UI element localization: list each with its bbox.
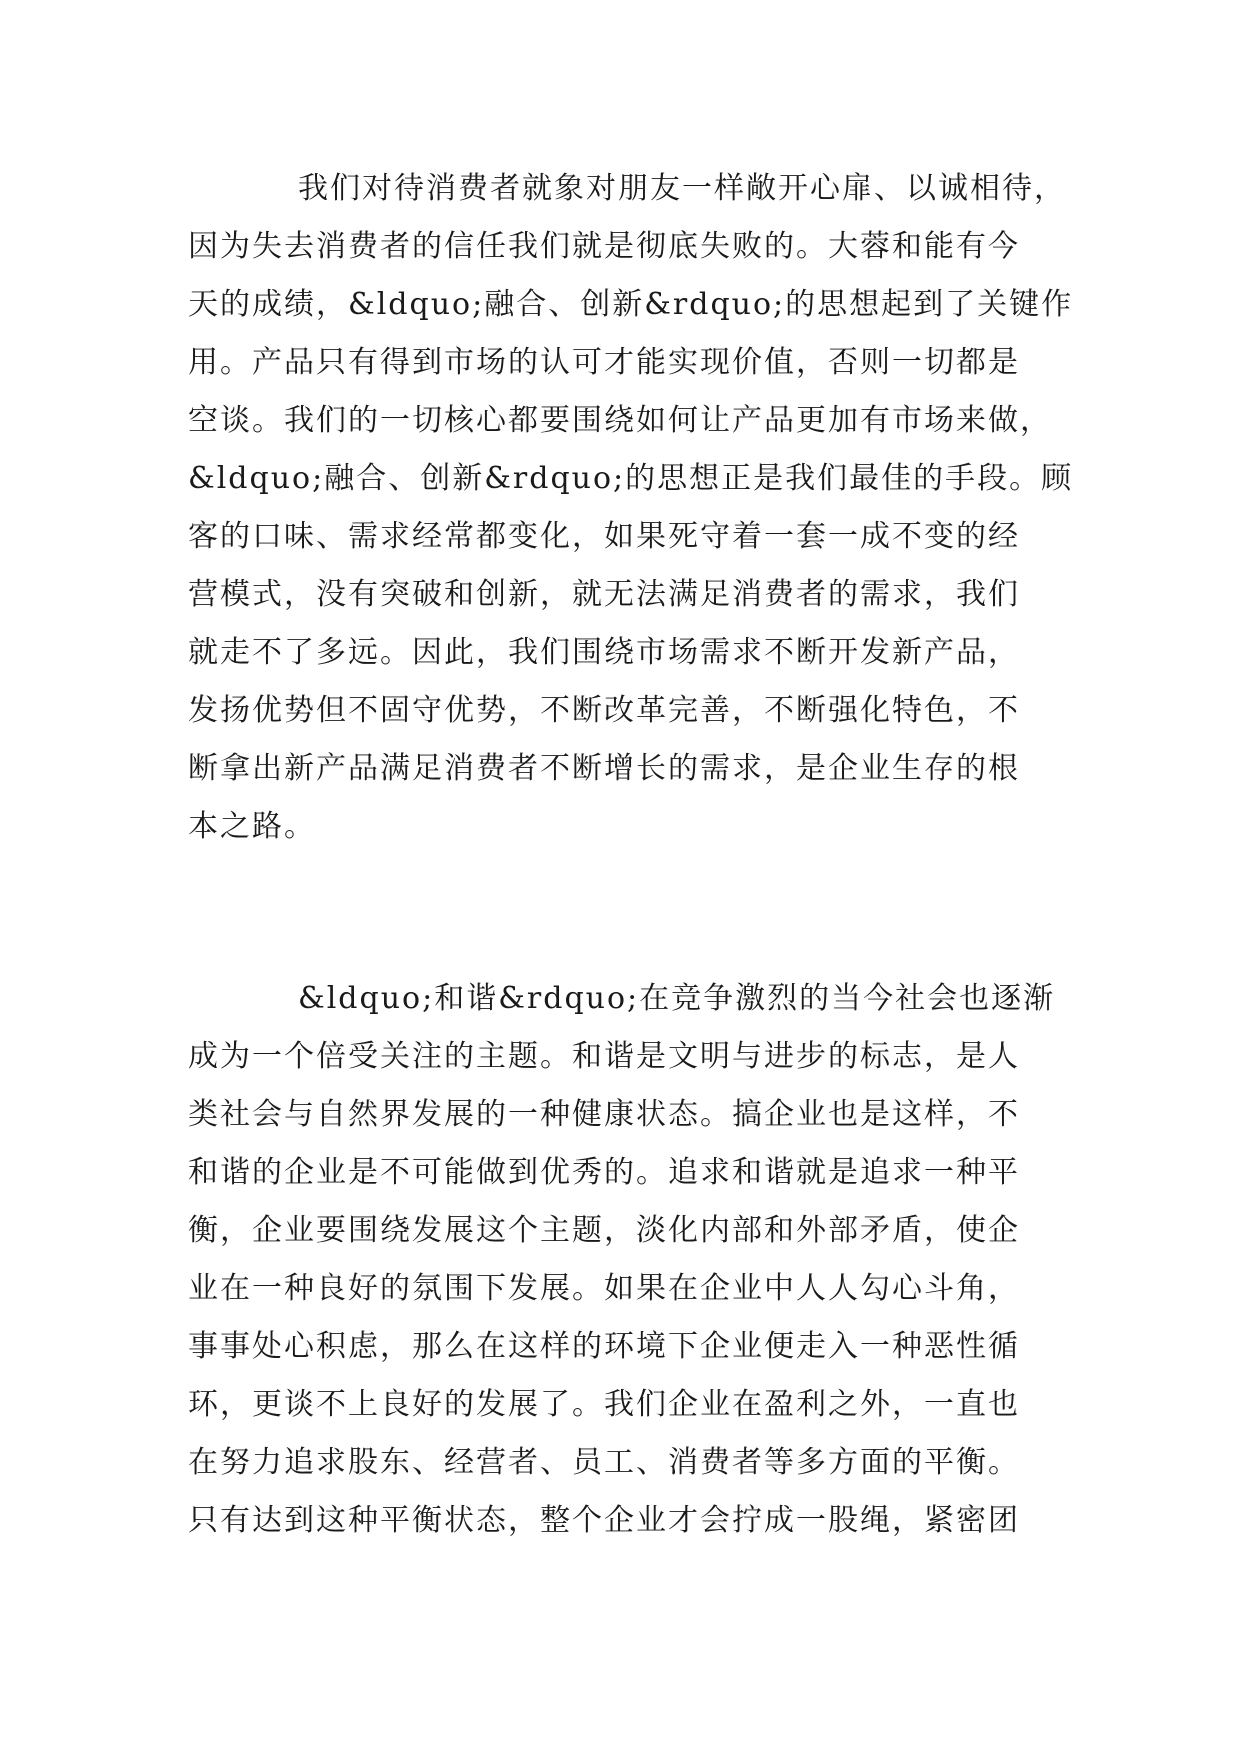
text-line: 和谐的企业是不可能做到优秀的。追求和谐就是追求一种平: [188, 1155, 1020, 1190]
text-line: &ldquo;融合、创新&rdquo;的思想正是我们最佳的手段。顾: [188, 461, 1074, 496]
text-line: 我们对待消费者就象对朋友一样敞开心扉、以诚相待，: [298, 171, 1066, 206]
text-line: &ldquo;和谐&rdquo;在竞争激烈的当今社会也逐渐: [298, 981, 1056, 1016]
text-line: 用。产品只有得到市场的认可才能实现价值，否则一切都是: [188, 345, 1020, 380]
paragraph-2: [188, 970, 1068, 1550]
text-line: 类社会与自然界发展的一种健康状态。搞企业也是这样，不: [188, 1097, 1020, 1132]
text-line: 断拿出新产品满足消费者不断增长的需求，是企业生存的根: [188, 751, 1020, 786]
text-line: 就走不了多远。因此，我们围绕市场需求不断开发新产品，: [188, 635, 1020, 670]
text-line: 天的成绩，&ldquo;融合、创新&rdquo;的思想起到了关键作: [188, 287, 1074, 322]
text-line: 环，更谈不上良好的发展了。我们企业在盈利之外，一直也: [188, 1387, 1020, 1422]
text-line: 因为失去消费者的信任我们就是彻底失败的。大蓉和能有今: [188, 229, 1020, 264]
text-line: 衡，企业要围绕发展这个主题，淡化内部和外部矛盾，使企: [188, 1213, 1020, 1248]
text-line: 本之路。: [188, 809, 316, 844]
text-line: 营模式，没有突破和创新，就无法满足消费者的需求，我们: [188, 577, 1020, 612]
text-line: 业在一种良好的氛围下发展。如果在企业中人人勾心斗角，: [188, 1271, 1020, 1306]
text-line: 只有达到这种平衡状态，整个企业才会拧成一股绳，紧密团: [188, 1503, 1020, 1538]
text-line: 事事处心积虑，那么在这样的环境下企业便走入一种恶性循: [188, 1329, 1020, 1364]
text-line: 空谈。我们的一切核心都要围绕如何让产品更加有市场来做，: [188, 403, 1052, 438]
text-line: 发扬优势但不固守优势，不断改革完善，不断强化特色，不: [188, 693, 1020, 728]
text-line: 客的口味、需求经常都变化，如果死守着一套一成不变的经: [188, 519, 1020, 554]
text-line: 成为一个倍受关注的主题。和谐是文明与进步的标志，是人: [188, 1039, 1020, 1074]
text-line: 在努力追求股东、经营者、员工、消费者等多方面的平衡。: [188, 1445, 1020, 1480]
paragraph-1: [188, 160, 1074, 856]
